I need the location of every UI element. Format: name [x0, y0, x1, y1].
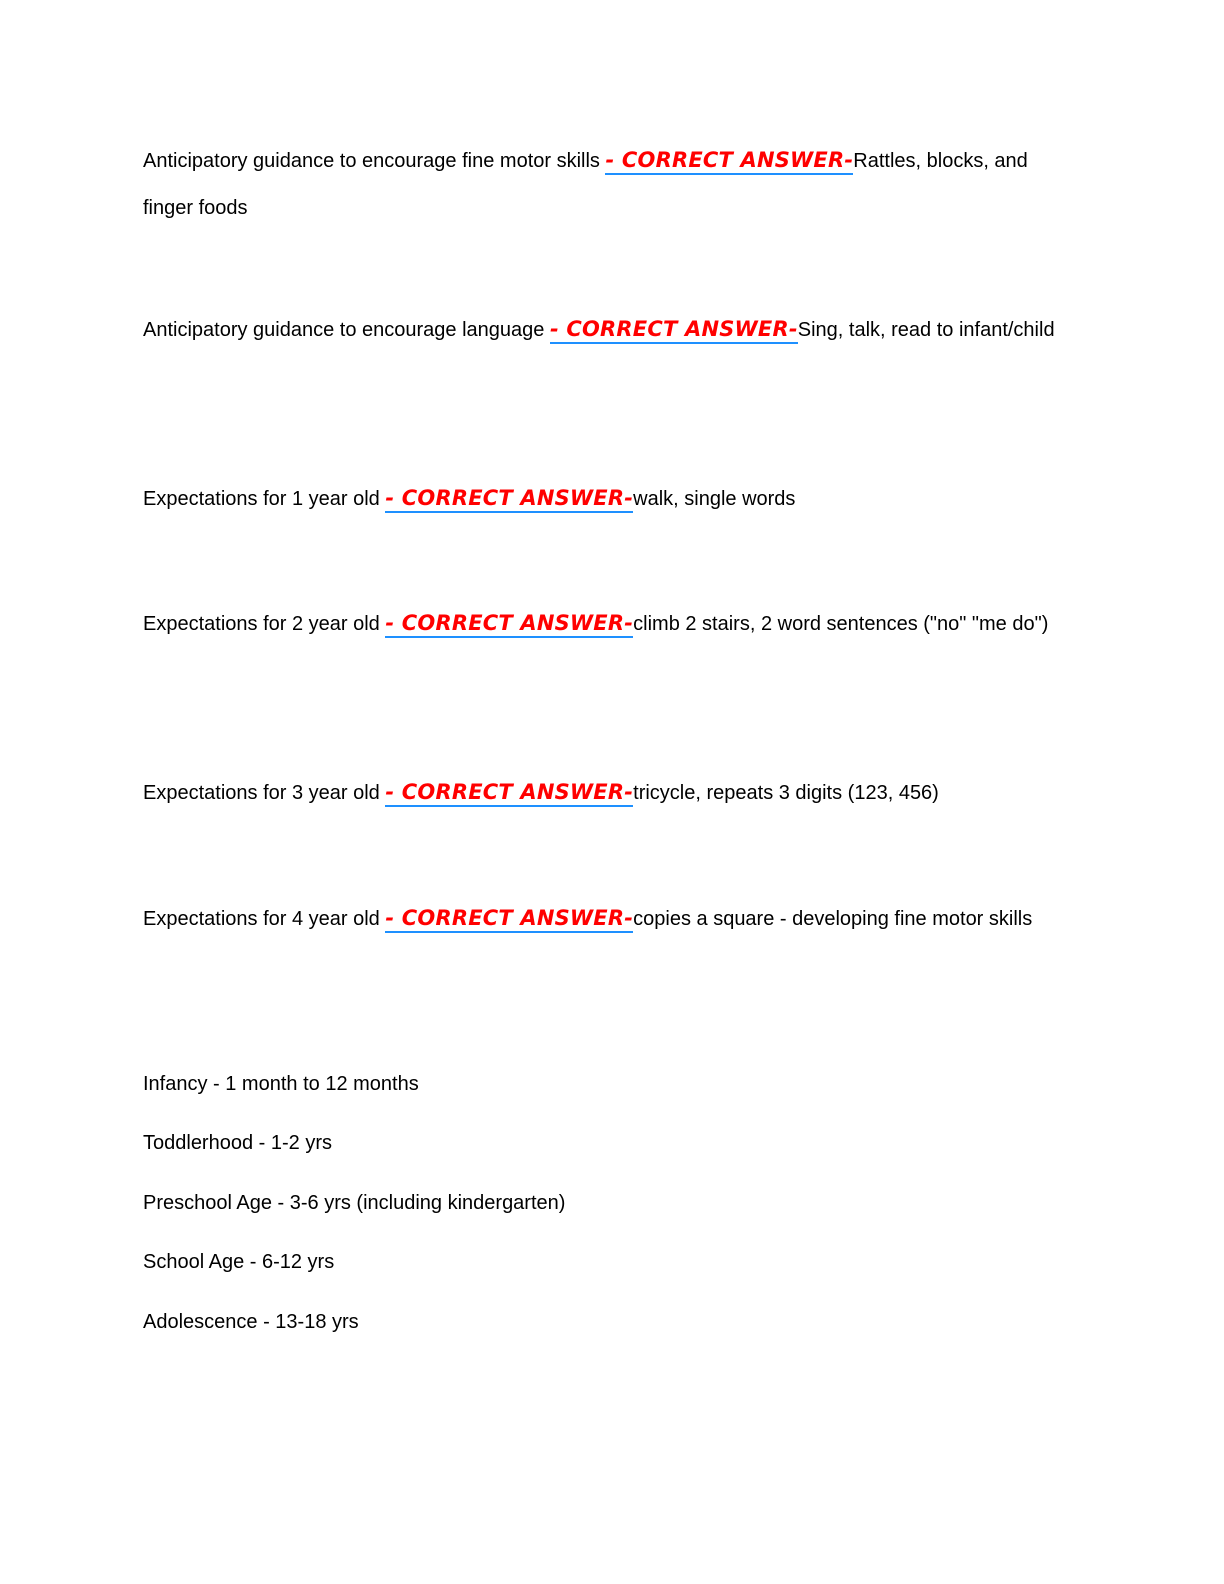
stage-adolescence: Adolescence - 13-18 yrs — [143, 1310, 359, 1333]
stage-infancy: Infancy - 1 month to 12 months — [143, 1073, 419, 1095]
question-text: Anticipatory guidance to encourage language — [143, 319, 550, 341]
answer-text: Sing, talk, read to infant/child — [797, 319, 1055, 341]
qa-item-3-year — [143, 769, 1083, 817]
stage-school-age: School Age - 6-12 yrs — [143, 1251, 335, 1274]
qa-item-2-year — [143, 600, 1083, 648]
answer-text: walk, single words — [633, 488, 796, 510]
qa-item-4-year — [143, 895, 1083, 943]
qa-item-1-year — [143, 475, 1083, 523]
question-text: Expectations for 1 year old — [143, 488, 386, 510]
question-text: Expectations for 2 year old — [143, 613, 386, 635]
correct-answer-marker: - CORRECT ANSWER- — [385, 611, 633, 638]
correct-answer-marker: - CORRECT ANSWER- — [385, 780, 633, 807]
developmental-stages-list — [143, 1066, 565, 1363]
correct-answer-marker: - CORRECT ANSWER- — [605, 148, 853, 175]
qa-item-language — [143, 306, 1083, 354]
correct-answer-marker: - CORRECT ANSWER- — [385, 906, 633, 933]
question-text: Expectations for 4 year old — [143, 908, 386, 930]
correct-answer-marker: - CORRECT ANSWER- — [550, 317, 798, 344]
answer-text: Rattles, blocks, and finger foods — [143, 150, 1028, 219]
correct-answer-marker: - CORRECT ANSWER- — [385, 486, 633, 513]
answer-text: climb 2 stairs, 2 word sentences ("no" "me do") — [633, 613, 1049, 635]
stage-toddlerhood: Toddlerhood - 1-2 yrs — [143, 1132, 332, 1155]
qa-item-fine-motor — [143, 137, 1083, 232]
answer-text: tricycle, repeats 3 digits (123, 456) — [633, 782, 939, 804]
question-text: Anticipatory guidance to encourage fine motor skills — [143, 150, 606, 172]
stage-preschool: Preschool Age - 3-6 yrs (including kindergarten) — [143, 1191, 566, 1214]
question-text: Expectations for 3 year old — [143, 782, 386, 804]
answer-text: copies a square - developing fine motor skills — [633, 908, 1033, 930]
